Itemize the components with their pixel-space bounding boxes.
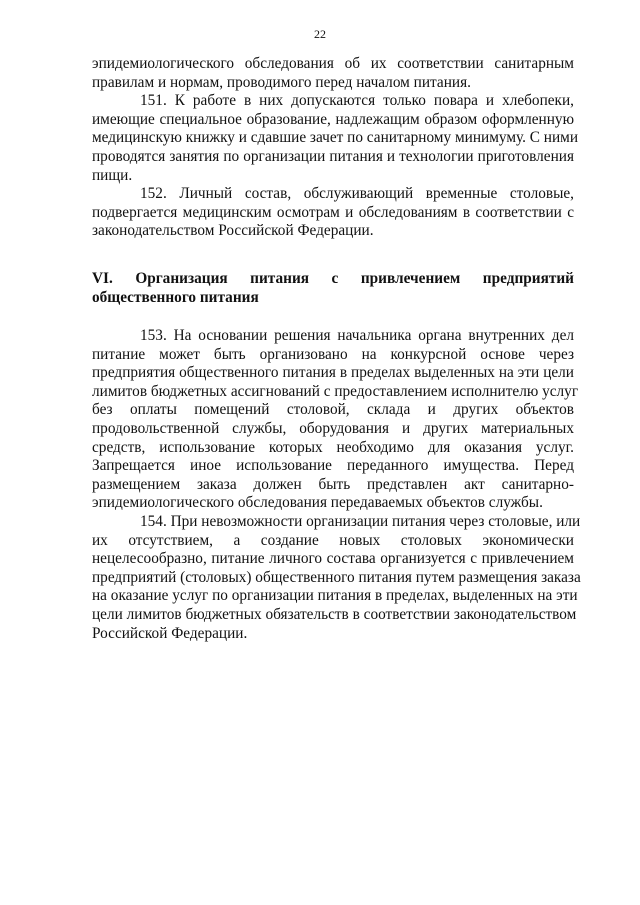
text-line: законодательством Российской Федерации. [92, 222, 374, 240]
text-line: 154. При невозможности организации питания через столовые, или [140, 512, 581, 530]
heading-line: VI. Организация питания с привлечением предприятий [92, 270, 574, 287]
text-line: нецелесообразно, питание личного состава организуется с привлечением [92, 550, 574, 568]
text-line: цели лимитов бюджетных обязательств в соответствии законодательством [92, 605, 577, 623]
text-line: на оказание услуг по организации питания в пределах, выделенных на эти [92, 587, 578, 605]
section-heading-vi [92, 270, 574, 307]
text-line: Запрещается иное использование переданного имущества. Перед [92, 457, 574, 475]
text-line: без оплаты помещений столовой, склада и других объектов [92, 401, 574, 419]
text-line: 152. Личный состав, обслуживающий временные столовые, [140, 185, 574, 203]
text-line: медицинскую книжку и сдавшие зачет по санитарному минимуму. С ними [92, 129, 579, 147]
text-line: проводятся занятия по организации питания и технологии приготовления [92, 147, 574, 165]
text-line: размещением заказа должен быть представлен акт санитарно- [92, 475, 574, 493]
text-line: правилам и нормам, проводимого перед началом питания. [92, 73, 471, 91]
text-line: подвергается медицинским осмотрам и обследованиям в соответствии с [92, 203, 574, 221]
paragraphs-150-152 [92, 55, 579, 241]
text-line: пищи. [92, 166, 133, 184]
text-line: лимитов бюджетных ассигнований с предоставлением исполнителю услуг [92, 382, 579, 400]
text-line: 153. На основании решения начальника органа внутренних дел [140, 327, 574, 344]
paragraphs-153-154 [92, 327, 581, 643]
heading-line: общественного питания [92, 288, 259, 306]
text-line: предприятия общественного питания в пределах выделенных на эти цели [92, 364, 574, 382]
text-line: 151. К работе в них допускаются только повара и хлебопеки, [140, 92, 574, 110]
text-line: их отсутствием, а создание новых столовых экономически [92, 531, 574, 549]
text-line: продовольственной службы, оборудования и других материальных [92, 419, 574, 437]
text-line: эпидемиологического обследования об их соответствии санитарным [92, 55, 574, 72]
text-line: имеющие специальное образование, надлежащим образом оформленную [92, 110, 574, 128]
text-line: питание может быть организовано на конкурсной основе через [92, 345, 574, 363]
page-number: 22 [314, 27, 326, 41]
text-line: средств, использование которых необходимо для оказания услуг. [92, 438, 574, 456]
text-line: эпидемиологического обследования передаваемых объектов службы. [92, 494, 543, 512]
text-line: предприятий (столовых) общественного питания путем размещения заказа [92, 568, 581, 586]
text-line: Российской Федерации. [92, 624, 248, 642]
